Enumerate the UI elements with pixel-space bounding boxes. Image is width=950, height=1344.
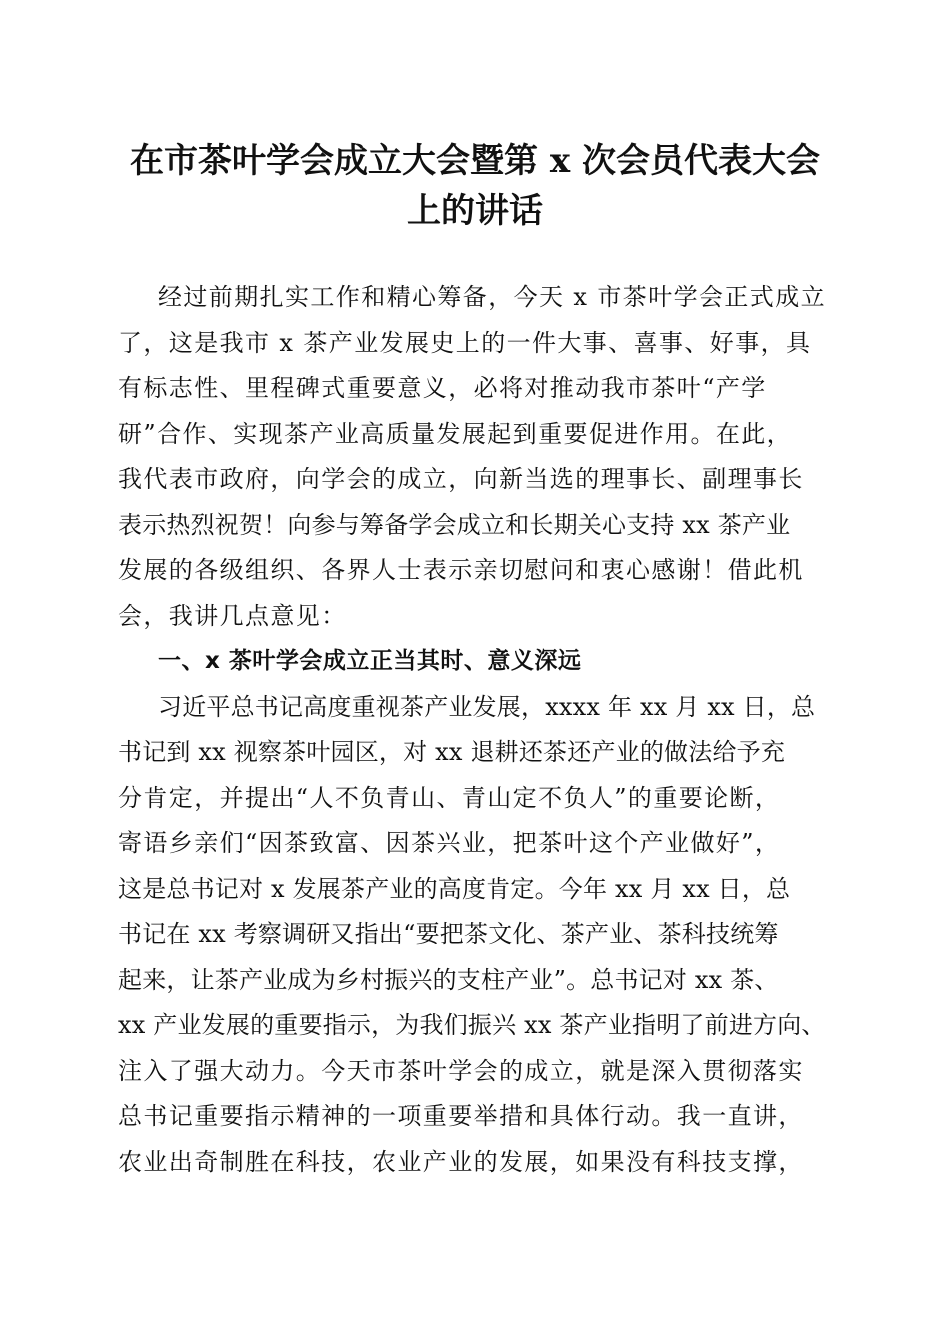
paragraph-2-line: 注入了强大动力。今天市茶叶学会的成立，就是深入贯彻落实	[118, 1056, 804, 1085]
paragraph-2-line: 寄语乡亲们“因茶致富、因茶兴业，把茶叶这个产业做好”，	[118, 829, 781, 857]
paragraph-2-line: 分肯定，并提出“人不负青山、青山定不负人”的重要论断，	[118, 783, 781, 812]
paragraph-1-line: 研”合作、实现茶产业高质量发展起到重要促进作用。在此，	[118, 419, 793, 448]
paragraph-1-line: 会，我讲几点意见：	[118, 601, 347, 630]
paragraph-1-line: 了，这是我市 x 茶产业发展史上的一件大事、喜事、好事，具	[118, 328, 812, 357]
document-title	[110, 136, 840, 236]
paragraph-2-line: xx 产业发展的重要指示，为我们振兴 xx 茶产业指明了前进方向、	[118, 1011, 826, 1039]
paragraph-2-line: 书记在 xx 考察调研又指出“要把茶文化、茶产业、茶科技统筹	[118, 920, 779, 948]
paragraph-1-line: 我代表市政府，向学会的成立，向新当选的理事长、副理事长	[118, 465, 804, 493]
paragraph-2-line: 这是总书记对 x 发展茶产业的高度肯定。今年 xx 月 xx 日，总	[118, 874, 791, 903]
title-line-2: 上的讲话	[407, 191, 543, 231]
paragraph-1-line: 表示热烈祝贺！向参与筹备学会成立和长期关心支持 xx 茶产业	[118, 510, 791, 539]
section-heading-1: 一、x 茶叶学会成立正当其时、意义深远	[158, 648, 582, 674]
paragraph-2-line: 总书记重要指示精神的一项重要举措和具体行动。我一直讲，	[118, 1102, 804, 1130]
paragraph-1-line: 经过前期扎实工作和精心筹备，今天 x 市茶叶学会正式成立	[158, 283, 826, 311]
paragraph-2-line: 起来，让茶产业成为乡村振兴的支柱产业”。总书记对 xx 茶、	[118, 965, 779, 994]
paragraph-1-line: 有标志性、里程碑式重要意义，必将对推动我市茶叶“产学	[118, 374, 767, 402]
paragraph-1-line: 发展的各级组织、各界人士表示亲切慰问和衷心感谢！借此机	[118, 556, 804, 584]
title-line-1: 在市茶叶学会成立大会暨第 x 次会员代表大会	[130, 141, 820, 181]
paragraph-2-line: 农业出奇制胜在科技，农业产业的发展，如果没有科技支撑，	[118, 1147, 804, 1176]
paragraph-2-line: 习近平总书记高度重视茶产业发展，xxxx 年 xx 月 xx 日，总	[158, 692, 816, 721]
document-body	[118, 275, 858, 1185]
paragraph-2-line: 书记到 xx 视察茶叶园区，对 xx 退耕还茶还产业的做法给予充	[118, 738, 786, 766]
